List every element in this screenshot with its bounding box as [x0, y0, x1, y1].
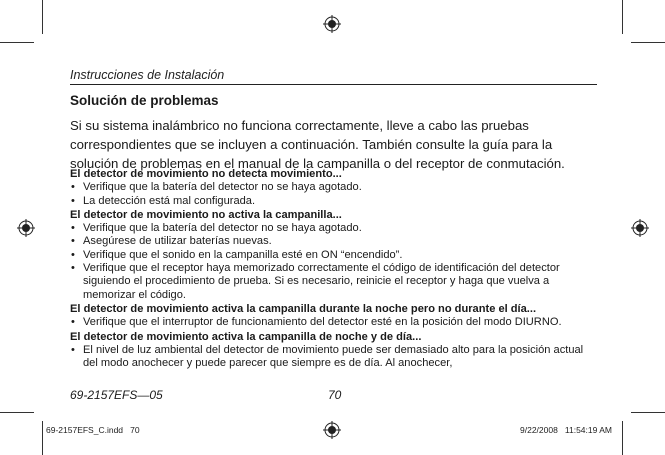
registration-target-bottom-icon: [323, 421, 341, 439]
crop-mark-bottom-left: [42, 421, 43, 455]
issue-block: [70, 168, 600, 208]
issue-title: El detector de movimiento no detecta movimiento...: [70, 168, 342, 180]
section-title: Solución de problemas: [70, 93, 219, 108]
crop-mark-right-top: [631, 42, 665, 43]
list-item: • Verifique que el receptor haya memorizado correctamente el código de identificación del detector siguiendo el procedimiento de prueba. Si es necesario, reinicie el receptor y haga que vuelva a memorizar el código.: [70, 262, 600, 302]
registration-target-left-icon: [17, 219, 35, 237]
crop-mark-right-bottom: [631, 412, 665, 413]
intro-paragraph: Si su sistema inalámbrico no funciona correctamente, lleve a cabo las pruebas correspondientes que se incluyen a continuación. También consulte la guía para la solución de problemas en el manual de la campanilla o del receptor de conmutación.: [70, 118, 565, 171]
list-item: • La detección está mal configurada.: [70, 195, 600, 208]
document-code: 69-2157EFS—05: [70, 388, 163, 402]
registration-target-right-icon: [631, 219, 649, 237]
crop-mark-left-top: [0, 42, 34, 43]
crop-mark-top-left: [42, 0, 43, 34]
page-number: 70: [328, 388, 342, 402]
issue-block: [70, 303, 600, 330]
slug-timestamp: 9/22/2008 11:54:19 AM: [520, 425, 612, 435]
list-item: • El nivel de luz ambiental del detector de movimiento puede ser demasiado alto para la posición actual del modo anochecer y puede parecer que siempre es de día. Al anochecer,: [70, 344, 600, 371]
header-rule: [70, 84, 597, 85]
list-item: • Verifique que la batería del detector no se haya agotado.: [70, 181, 600, 194]
list-item: • Verifique que el sonido en la campanilla esté en ON “encendido”.: [70, 249, 600, 262]
issue-block: [70, 331, 600, 371]
crop-mark-top-right: [622, 0, 623, 34]
troubleshooting-list: [70, 168, 600, 370]
running-header: Instrucciones de Instalación: [70, 68, 225, 82]
issue-block: [70, 209, 600, 302]
issue-title: El detector de movimiento no activa la campanilla...: [70, 208, 342, 221]
list-item: • Verifique que la batería del detector no se haya agotado.: [70, 222, 600, 235]
list-item: • Verifique que el interruptor de funcionamiento del detector esté en la posición del modo DIURNO.: [70, 316, 600, 329]
crop-mark-left-bottom: [0, 412, 34, 413]
slug-filename: 69-2157EFS_C.indd 70: [46, 425, 140, 435]
issue-title: El detector de movimiento activa la campanilla durante la noche pero no durante el día...: [70, 302, 537, 315]
crop-mark-bottom-right: [622, 421, 623, 455]
registration-target-top-icon: [323, 15, 341, 33]
issue-title: El detector de movimiento activa la campanilla de noche y de día...: [70, 330, 422, 343]
list-item: • Asegúrese de utilizar baterías nuevas.: [70, 235, 600, 248]
